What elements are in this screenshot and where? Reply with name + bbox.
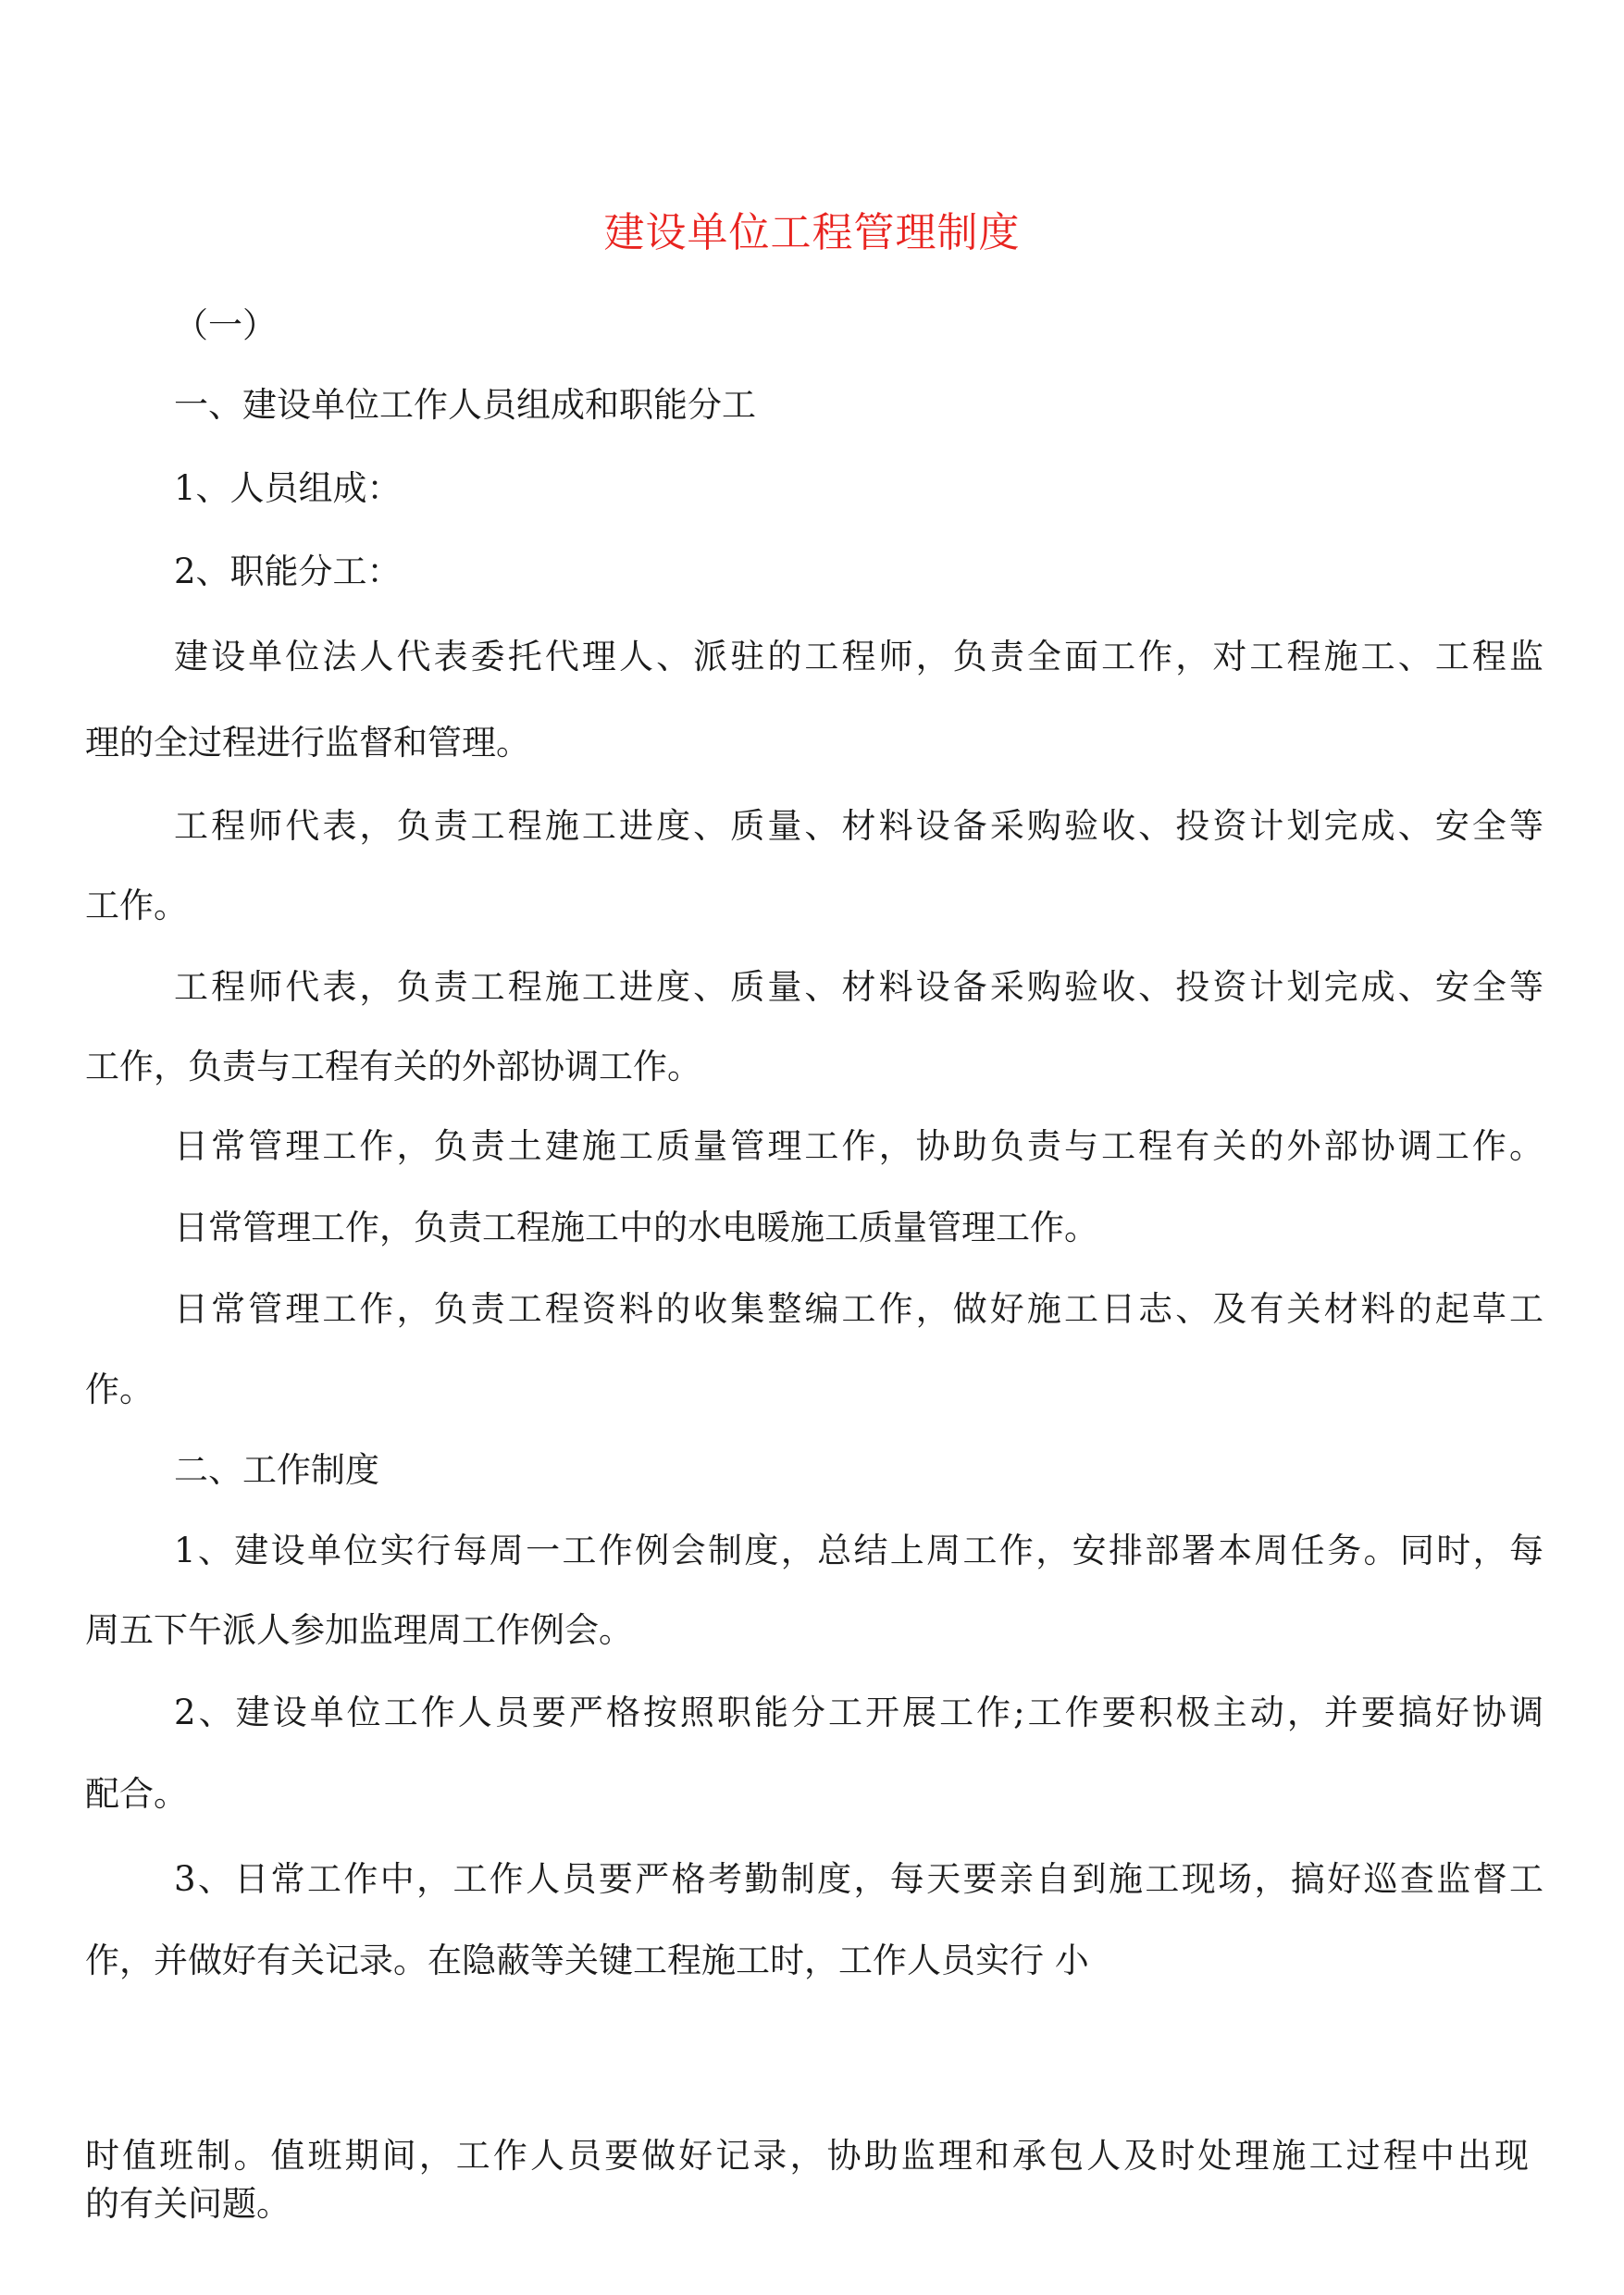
rule-2-line-1: 2、建设单位工作人员要严格按照职能分工开展工作;工作要积极主动，并要搞好协调 <box>174 1693 1543 1732</box>
rule-2-line-2: 配合。 <box>85 1774 188 1814</box>
item-division: 2、职能分工： <box>174 552 402 591</box>
heading-2: 二、工作制度 <box>174 1450 379 1490</box>
item-personnel: 1、人员组成： <box>174 468 402 508</box>
section-marker: （一） <box>174 305 277 345</box>
rule-1-line-2: 周五下午派人参加监理周工作例会。 <box>85 1610 633 1650</box>
rule-3-line-3: 时值班制。值班期间，工作人员要做好记录，协助监理和承包人及时处理施工过程中出现 <box>85 2136 1529 2176</box>
paragraph-4: 日常管理工作，负责土建施工质量管理工作，协助负责与工程有关的外部协调工作。 <box>174 1126 1543 1166</box>
heading-1: 一、建设单位工作人员组成和职能分工 <box>174 385 756 425</box>
paragraph-1-line-2: 理的全过程进行监督和管理。 <box>85 723 530 763</box>
rule-3-line-1: 3、日常工作中，工作人员要严格考勤制度，每天要亲自到施工现场，搞好巡查监督工 <box>174 1859 1543 1899</box>
paragraph-6-line-2: 作。 <box>85 1370 154 1409</box>
rule-3-line-4: 的有关问题。 <box>85 2184 291 2224</box>
rule-1-line-1: 1、建设单位实行每周一工作例会制度，总结上周工作，安排部署本周任务。同时，每 <box>174 1531 1543 1570</box>
paragraph-2-line-2: 工作。 <box>85 886 188 925</box>
paragraph-3-line-2: 工作，负责与工程有关的外部协调工作。 <box>85 1047 701 1086</box>
paragraph-6-line-1: 日常管理工作，负责工程资料的收集整编工作，做好施工日志、及有关材料的起草工 <box>174 1289 1543 1329</box>
rule-3-line-2: 作，并做好有关记录。在隐蔽等关键工程施工时，工作人员实行 小 <box>85 1941 1089 1980</box>
document-title: 建设单位工程管理制度 <box>603 209 1021 256</box>
paragraph-5: 日常管理工作，负责工程施工中的水电暖施工质量管理工作。 <box>174 1208 1098 1247</box>
paragraph-3-line-1: 工程师代表，负责工程施工进度、质量、材料设备采购验收、投资计划完成、安全等 <box>174 967 1543 1007</box>
paragraph-1-line-1: 建设单位法人代表委托代理人、派驻的工程师，负责全面工作，对工程施工、工程监 <box>174 637 1543 676</box>
paragraph-2-line-1: 工程师代表，负责工程施工进度、质量、材料设备采购验收、投资计划完成、安全等 <box>174 806 1543 846</box>
